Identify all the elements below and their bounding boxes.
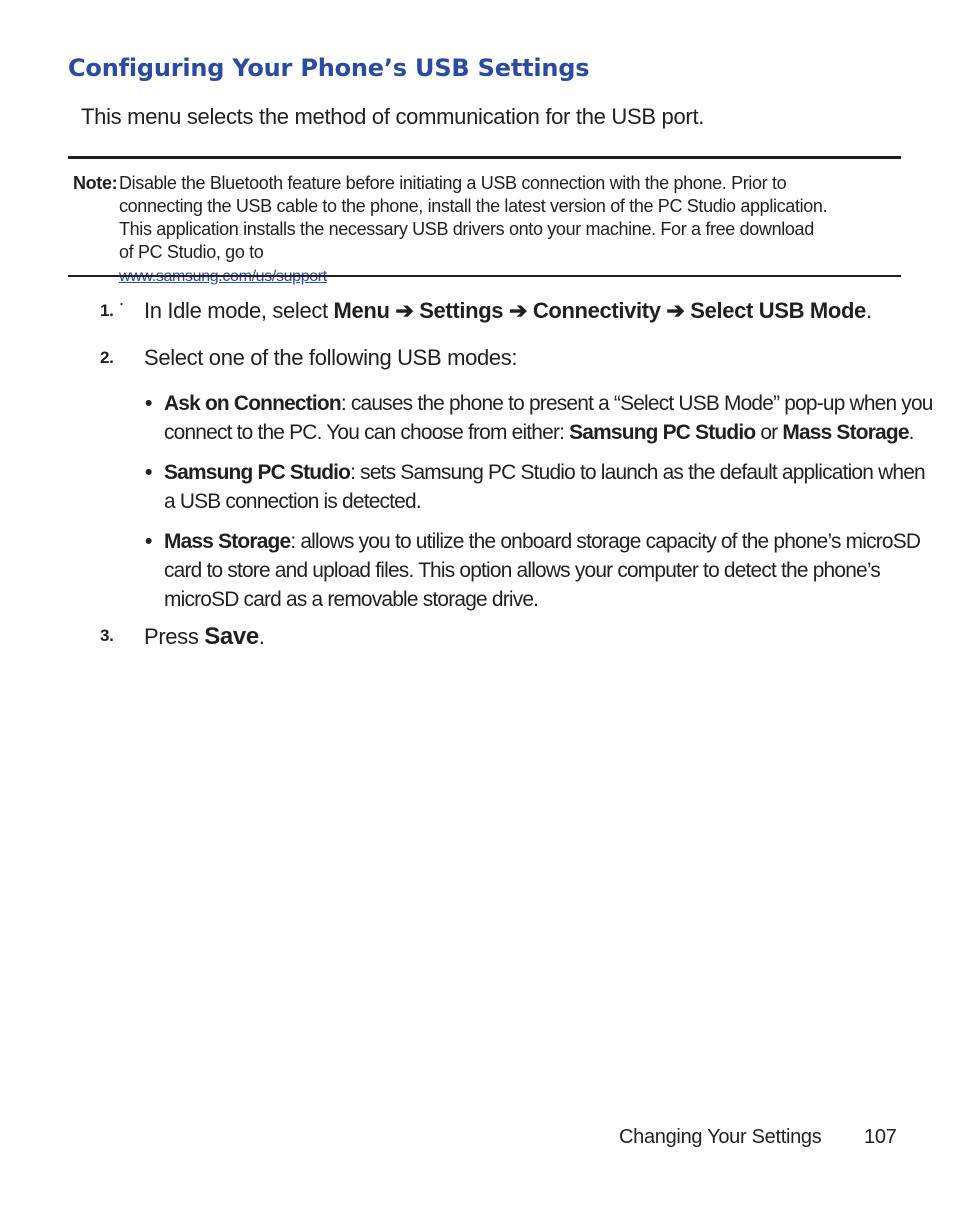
bullet-line xyxy=(164,418,914,447)
bullet-line xyxy=(164,527,920,556)
bullet-text xyxy=(164,389,933,447)
save-term: Save xyxy=(204,623,259,650)
step-suffix: . xyxy=(865,298,872,323)
bullet-dot: • xyxy=(145,530,152,553)
step-number: 2. xyxy=(100,348,114,367)
bullet-line: microSD card as a removable storage drive. xyxy=(164,588,539,611)
bullet-term: Ask on Connection xyxy=(164,392,341,415)
bullet-line: a USB connection is detected. xyxy=(164,490,421,513)
bullet-term: Mass Storage xyxy=(164,530,291,553)
note-line: Disable the Bluetooth feature before initiating a USB connection with the phone. Prior to xyxy=(119,173,787,193)
bullet-dot: • xyxy=(145,392,152,415)
select-usb-mode-term: Select USB Mode xyxy=(690,298,866,323)
page-number: 107 xyxy=(864,1126,897,1148)
menu-term: Menu xyxy=(333,298,390,323)
note-top-rule xyxy=(68,156,901,159)
bullet-desc: connect to the PC. You can choose from either: xyxy=(164,421,570,444)
option-term: Samsung PC Studio xyxy=(569,421,756,444)
bullet-line: card to store and upload files. This option allows your computer to detect the phone’s xyxy=(164,559,880,582)
arrow-icon: ➔ xyxy=(389,298,420,323)
bullet-desc: : sets Samsung PC Studio to launch as the default application when xyxy=(350,461,925,484)
bullet-desc: . xyxy=(908,421,914,444)
option-term: Mass Storage xyxy=(782,421,909,444)
note-line: This application installs the necessary USB drivers onto your machine. For a free download xyxy=(119,219,814,239)
step-text: Select one of the following USB modes: xyxy=(144,345,518,370)
note-line: connecting the USB cable to the phone, install the latest version of the PC Studio application. xyxy=(119,196,828,216)
arrow-icon: ➔ xyxy=(660,298,691,323)
bullet-line xyxy=(164,458,925,487)
bullet-text xyxy=(164,458,925,516)
step-suffix: . xyxy=(258,624,265,649)
bullet-desc: or xyxy=(755,421,783,444)
note-label: Note: xyxy=(73,173,118,193)
arrow-icon: ➔ xyxy=(503,298,533,323)
note-bottom-rule xyxy=(68,275,901,277)
bullet-desc: : causes the phone to present a “Select USB Mode” pop-up when you xyxy=(340,392,933,415)
step-number: 1. xyxy=(100,301,114,320)
note-text xyxy=(119,172,899,311)
step-prefix: In Idle mode, select xyxy=(144,298,334,323)
intro-paragraph: This menu selects the method of communication for the USB port. xyxy=(81,104,705,129)
connectivity-term: Connectivity xyxy=(532,298,661,323)
step-prefix: Press xyxy=(144,624,205,649)
footer-section-title: Changing Your Settings xyxy=(619,1126,822,1148)
bullet-desc: : allows you to utilize the onboard storage capacity of the phone’s microSD xyxy=(290,530,921,553)
step-text xyxy=(144,623,265,651)
step-text xyxy=(144,298,872,324)
bullet-line xyxy=(164,389,933,418)
settings-term: Settings xyxy=(419,298,504,323)
note-line-suffix: . xyxy=(119,289,124,309)
note-line-prefix: of PC Studio, go to xyxy=(119,242,264,262)
bullet-term: Samsung PC Studio xyxy=(164,461,351,484)
page-heading: Configuring Your Phone’s USB Settings xyxy=(68,54,590,82)
bullet-dot: • xyxy=(145,461,152,484)
step-number: 3. xyxy=(100,626,114,645)
bullet-text xyxy=(164,527,921,614)
